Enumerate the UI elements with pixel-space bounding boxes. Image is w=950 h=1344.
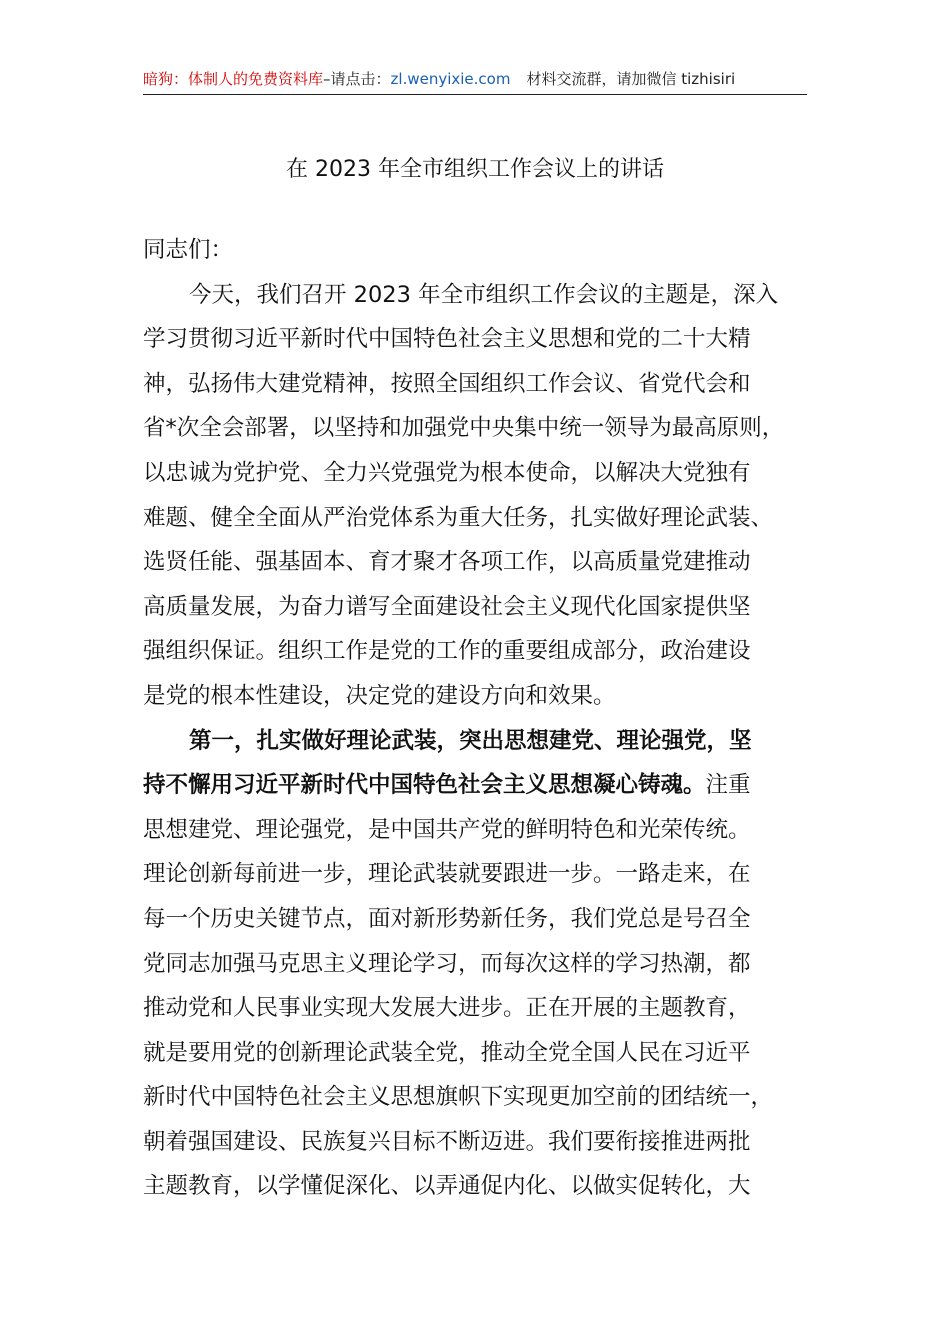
paragraph1-line: 省*次全会部署，以坚持和加强党中央集中统一领导为最高原则， (143, 415, 785, 442)
paragraph1-line: 学习贯彻习近平新时代中国特色社会主义思想和党的二十大精 (143, 326, 751, 353)
paragraph1-line: 今天，我们召开 2023 年全市组织工作会议的主题是，深入 (189, 281, 779, 308)
section1-heading-continued (143, 763, 807, 808)
section1-body-line: 推动党和人民事业实现大发展大进步。正在开展的主题教育， (143, 995, 751, 1022)
section1-body-line: 就是要用党的创新理论武装全党，推动全党全国人民在习近平 (143, 1039, 751, 1066)
section1-body-line: 朝着强国建设、民族复兴目标不断迈进。我们要衔接推进两批 (143, 1128, 751, 1155)
paragraph1-line: 高质量发展，为奋力谱写全面建设社会主义现代化国家提供坚 (143, 593, 751, 620)
section1-body-line: 每一个历史关键节点，面对新形势新任务，我们党总是号召全 (143, 905, 751, 932)
section1-body-line: 思想建党、理论强党，是中国共产党的鲜明特色和光荣传统。 (143, 816, 751, 843)
page-header (143, 68, 807, 95)
paragraph1-line: 以忠诚为党护党、全力兴党强党为根本使命，以解决大党独有 (143, 459, 751, 486)
salutation: 同志们： (143, 237, 234, 263)
section1-body-line: 理论创新每前进一步，理论武装就要跟进一步。一路走来，在 (143, 861, 751, 888)
paragraph1-line: 神，弘扬伟大建党精神，按照全国组织工作会议、省党代会和 (143, 370, 751, 397)
section1-body-line: 党同志加强马克思主义理论学习，而每次这样的学习热潮，都 (143, 950, 751, 977)
section1-heading: 第一，扎实做好理论武装，突出思想建党、理论强党，坚 (189, 727, 752, 754)
header-click-prompt: –请点击： (323, 70, 391, 88)
document-body (143, 228, 807, 1209)
header-source-text: 暗狗：体制人的免费资料库 (143, 70, 324, 88)
paragraph1-line: 难题、健全全面从严治党体系为重大任务，扎实做好理论武装、 (143, 504, 774, 531)
header-url-link[interactable]: zl.wenyixie.com (390, 70, 511, 88)
paragraph1-line: 强组织保证。组织工作是党的工作的重要组成部分，政治建设 (143, 638, 751, 665)
document-title: 在 2023 年全市组织工作会议上的讲话 (286, 157, 664, 182)
section1-heading-tail: 持不懈用习近平新时代中国特色社会主义思想凝心铸魂。 (143, 772, 706, 799)
header-group-note: 材料交流群，请加微信 tizhisiri (526, 70, 736, 88)
section1-body-line: 新时代中国特色社会主义思想旗帜下实现更加空前的团结统一， (143, 1084, 774, 1111)
section1-body-start: 注重 (705, 772, 751, 799)
section1-body-line: 主题教育，以学懂促深化、以弄通促内化、以做实促转化，大 (143, 1173, 751, 1200)
paragraph1-line: 选贤任能、强基固本、育才聚才各项工作，以高质量党建推动 (143, 549, 751, 576)
paragraph1-line: 是党的根本性建设，决定党的建设方向和效果。 (143, 682, 616, 709)
